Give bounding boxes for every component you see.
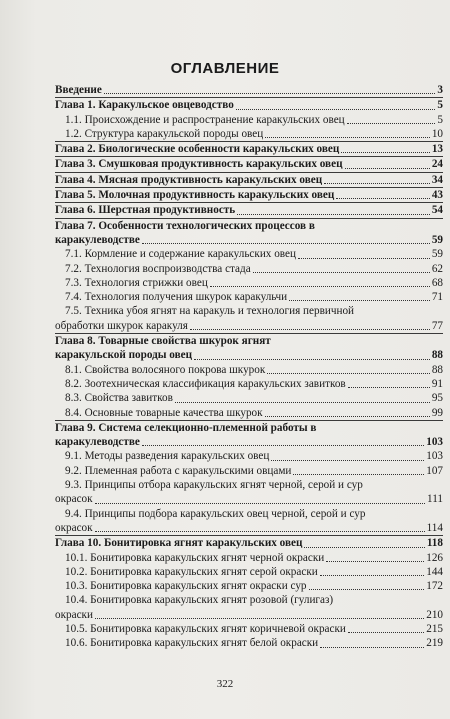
toc-entry-page: 172 xyxy=(426,580,443,593)
toc-entry-title: Глава 1. Каракульское овцеводство xyxy=(55,99,234,112)
toc-entry-page: 95 xyxy=(431,392,443,405)
toc-entry-title: Введение xyxy=(55,84,102,96)
toc-entry-title: Глава 5. Молочная продуктивность каракульских овец xyxy=(55,189,335,202)
toc-chapter-entry xyxy=(55,141,443,156)
table-of-contents xyxy=(55,83,443,651)
toc-entry-page: 77 xyxy=(431,319,443,332)
dot-leader xyxy=(194,359,430,360)
dot-leader xyxy=(95,503,425,504)
dot-leader xyxy=(326,561,424,562)
toc-entry-page: 91 xyxy=(431,377,443,390)
toc-section-entry xyxy=(55,391,443,405)
toc-section-entry xyxy=(55,449,443,463)
toc-entry-title: 8.4. Основные товарные качества шкурок xyxy=(65,406,263,419)
toc-entry-first-line: Глава 9. Система селекционно-племенной работы в xyxy=(55,421,317,434)
toc-entry-first-line: Глава 8. Товарные свойства шкурок ягнят xyxy=(55,335,271,348)
dot-leader xyxy=(236,109,436,110)
toc-entry-page: 43 xyxy=(431,189,443,202)
dot-leader xyxy=(336,198,429,199)
dot-leader xyxy=(298,258,430,259)
toc-section-entry xyxy=(55,276,443,290)
dot-leader xyxy=(304,547,424,548)
dot-leader xyxy=(142,445,424,446)
toc-entry-title: 7.1. Кормление и содержание каракульских овец xyxy=(65,248,296,261)
toc-section-entry xyxy=(55,593,443,622)
dot-leader xyxy=(95,618,424,619)
toc-entry-page: 111 xyxy=(427,493,443,506)
toc-entry-title: Глава 6. Шерстная продуктивность xyxy=(55,204,236,217)
toc-section-entry xyxy=(55,464,443,478)
toc-section-entry xyxy=(55,377,443,391)
toc-entry-page: 103 xyxy=(426,436,443,449)
toc-entry-title: 7.3. Технология стрижки овец xyxy=(65,276,208,289)
toc-section-entry xyxy=(55,247,443,261)
toc-entry-page: 88 xyxy=(431,363,443,376)
toc-chapter-entry xyxy=(55,156,443,171)
toc-entry-page: 3 xyxy=(437,84,443,96)
toc-entry-title: Глава 2. Биологические особенности каракульских овец xyxy=(55,143,340,156)
dot-leader xyxy=(265,137,430,138)
toc-entry-page: 103 xyxy=(426,450,443,463)
toc-entry-title: каракулеводстве xyxy=(55,436,140,449)
toc-chapter-entry xyxy=(55,218,443,248)
toc-entry-page: 5 xyxy=(437,113,443,126)
toc-entry-title: обработки шкурок каракуля xyxy=(55,319,188,332)
dot-leader xyxy=(210,286,430,287)
toc-entry-title: Глава 4. Мясная продуктивность каракульских овец xyxy=(55,173,323,186)
dot-leader xyxy=(175,402,430,403)
toc-entry-first-line: Глава 7. Особенности технологических процессов в xyxy=(55,219,315,232)
toc-chapter-entry xyxy=(55,97,443,112)
toc-entry-first-line: 10.4. Бонитировка каракульских ягнят розовой (гулигаз) xyxy=(65,594,334,607)
toc-entry-page: 59 xyxy=(431,233,443,246)
toc-entry-page: 68 xyxy=(431,276,443,289)
toc-entry-page: 114 xyxy=(426,521,443,534)
toc-entry-title: 9.2. Племенная работа с каракульскими овцами xyxy=(65,464,292,477)
toc-entry-page: 107 xyxy=(426,464,443,477)
toc-section-entry xyxy=(55,290,443,304)
toc-entry-page: 118 xyxy=(426,537,443,550)
toc-chapter-entry xyxy=(55,187,443,202)
toc-entry-title: Глава 10. Бонитировка ягнят каракульских овец xyxy=(55,537,303,550)
dot-leader xyxy=(237,214,430,215)
toc-entry-title: 8.2. Зоотехническая классификация каракульских завитков xyxy=(65,377,346,390)
toc-section-entry xyxy=(55,304,443,333)
toc-entry-page: 71 xyxy=(431,291,443,304)
dot-leader xyxy=(293,474,424,475)
toc-entry-title: 10.5. Бонитировка каракульских ягнят коричневой окраски xyxy=(65,622,346,635)
toc-entry-title: 7.4. Технология получения шкурок каракульчи xyxy=(65,291,288,304)
toc-entry-title: 10.6. Бонитировка каракульских ягнят белой окраски xyxy=(65,637,319,650)
toc-entry-page: 5 xyxy=(437,99,443,112)
page-number: 322 xyxy=(216,678,234,690)
toc-entry-page: 13 xyxy=(431,143,443,156)
toc-entry-title: 8.1. Свойства волосяного покрова шкурок xyxy=(65,363,266,376)
dot-leader xyxy=(309,589,425,590)
dot-leader xyxy=(253,272,430,273)
toc-chapter-entry xyxy=(55,420,443,450)
toc-entry-page: 62 xyxy=(431,262,443,275)
toc-entry-page: 219 xyxy=(426,637,443,650)
toc-chapter-entry xyxy=(55,333,443,363)
toc-section-entry xyxy=(55,127,443,141)
dot-leader xyxy=(271,460,424,461)
toc-entry-page: 10 xyxy=(431,127,443,140)
dot-leader xyxy=(324,183,430,184)
dot-leader xyxy=(142,243,430,244)
toc-entry-page: 210 xyxy=(426,608,443,621)
toc-section-entry xyxy=(55,113,443,127)
dot-leader xyxy=(104,93,436,94)
toc-entry-first-line: 9.4. Принципы подбора каракульских овец черной, серой и сур xyxy=(65,507,366,520)
toc-entry-page: 215 xyxy=(426,622,443,635)
toc-section-entry xyxy=(55,622,443,636)
toc-entry-title: окраски xyxy=(55,608,93,621)
toc-section-entry xyxy=(55,406,443,420)
toc-entry-page: 34 xyxy=(431,173,443,186)
dot-leader xyxy=(345,168,430,169)
dot-leader xyxy=(190,329,430,330)
toc-section-entry xyxy=(55,363,443,377)
dot-leader xyxy=(320,647,424,648)
toc-entry-title: каракульской породы овец xyxy=(55,349,193,362)
toc-entry-page: 144 xyxy=(426,565,443,578)
dot-leader xyxy=(289,300,430,301)
toc-chapter-entry xyxy=(55,172,443,187)
toc-heading: ОГЛАВЛЕНИЕ xyxy=(170,60,280,77)
toc-entry-page: 126 xyxy=(426,551,443,564)
toc-chapter-entry xyxy=(55,202,443,217)
toc-chapter-entry xyxy=(55,535,443,550)
dot-leader xyxy=(265,416,430,417)
toc-section-entry xyxy=(55,478,443,507)
toc-section-entry xyxy=(55,551,443,565)
toc-section-entry xyxy=(55,636,443,650)
toc-entry-title: 10.3. Бонитировка каракульских ягнят окраски сур xyxy=(65,580,307,593)
toc-section-entry xyxy=(55,565,443,579)
dot-leader xyxy=(95,531,425,532)
toc-entry-first-line: 9.3. Принципы отбора каракульских ягнят черной, серой и сур xyxy=(65,479,363,492)
toc-entry-page: 88 xyxy=(431,349,443,362)
dot-leader xyxy=(341,152,430,153)
dot-leader xyxy=(348,387,430,388)
toc-entry-title: 1.2. Структура каракульской породы овец xyxy=(65,127,264,140)
toc-entry-page: 24 xyxy=(431,158,443,171)
dot-leader xyxy=(320,575,424,576)
toc-entry-title: каракулеводстве xyxy=(55,233,140,246)
toc-section-entry xyxy=(55,579,443,593)
toc-entry-first-line: 7.5. Техника убоя ягнят на каракуль и технология первичной xyxy=(65,305,355,318)
toc-entry-title: окрасок xyxy=(55,521,93,534)
toc-section-entry xyxy=(55,262,443,276)
toc-entry-title: 9.1. Методы разведения каракульских овец xyxy=(65,450,270,463)
toc-entry-title: 10.1. Бонитировка каракульских ягнят черной окраски xyxy=(65,551,325,564)
toc-entry-title: 10.2. Бонитировка каракульских ягнят серой окраски xyxy=(65,565,318,578)
toc-entry-title: 7.2. Технология воспроизводства стада xyxy=(65,262,251,275)
dot-leader xyxy=(348,632,424,633)
toc-entry-page: 99 xyxy=(431,406,443,419)
toc-entry-title: Глава 3. Смушковая продуктивность каракульских овец xyxy=(55,158,343,171)
toc-entry-title: 1.1. Происхождение и распространение каракульских овец xyxy=(65,113,345,126)
toc-entry-page: 59 xyxy=(431,248,443,261)
toc-chapter-entry xyxy=(55,83,443,97)
dot-leader xyxy=(347,123,436,124)
dot-leader xyxy=(267,373,430,374)
toc-entry-title: 8.3. Свойства завитков xyxy=(65,392,173,405)
toc-entry-page: 54 xyxy=(431,204,443,217)
toc-entry-title: окрасок xyxy=(55,493,93,506)
toc-section-entry xyxy=(55,507,443,536)
